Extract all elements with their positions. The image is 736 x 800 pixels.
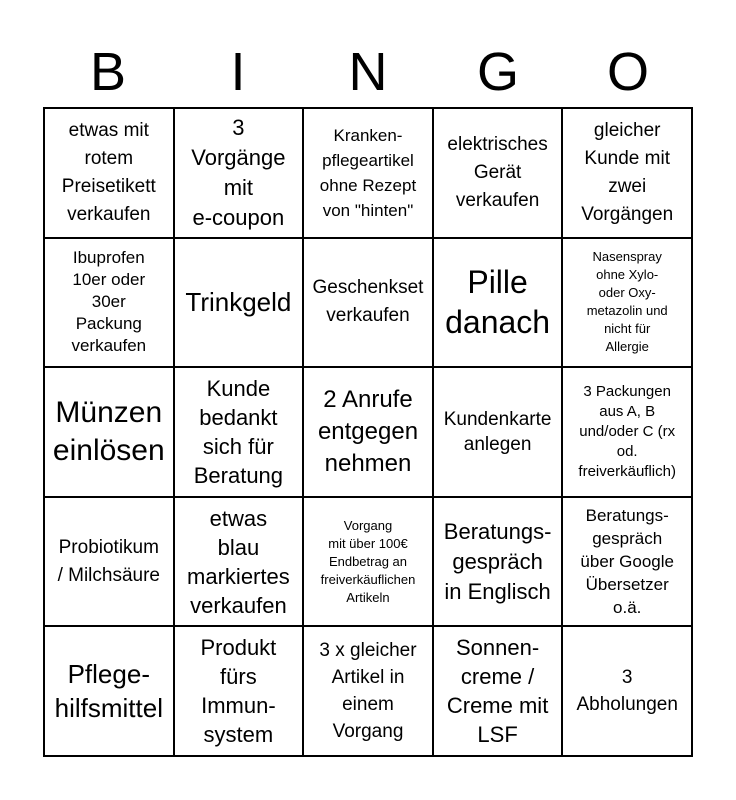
bingo-cell[interactable] (433, 108, 563, 238)
bingo-cell[interactable] (303, 367, 433, 497)
bingo-cell[interactable] (562, 238, 692, 368)
bingo-cell[interactable] (433, 497, 563, 627)
header-letter-n: N (348, 42, 388, 102)
bingo-cell[interactable] (174, 367, 304, 497)
bingo-header (43, 40, 693, 104)
cell-text: 3 Abholungen (576, 667, 678, 716)
header-letter-g: G (476, 42, 519, 102)
cell-text: Pflege- hilfsmittel (54, 659, 163, 724)
cell-text: Kunde bedankt sich für Beratung (193, 375, 284, 488)
bingo-cell[interactable] (44, 367, 174, 497)
bingo-cell[interactable] (433, 238, 563, 368)
bingo-cell[interactable] (44, 497, 174, 627)
bingo-cell[interactable] (303, 238, 433, 368)
header-letter-i: I (230, 42, 246, 102)
bingo-grid (43, 107, 693, 757)
cell-text: Geschenkset verkaufen (312, 277, 424, 327)
bingo-cell[interactable] (433, 367, 563, 497)
cell-text: 3 Packungen aus A, B und/oder C (rx od. freiverkäuflich) (578, 382, 676, 480)
cell-text: 3 Vorgänge mit e-coupon (191, 114, 286, 230)
bingo-cell[interactable] (562, 626, 692, 756)
cell-text: Beratungs- gespräch in Englisch (443, 518, 552, 604)
bingo-cell[interactable] (562, 108, 692, 238)
bingo-cell[interactable] (433, 626, 563, 756)
cell-text: elektrisches Gerät verkaufen (447, 133, 548, 211)
cell-text: Probiotikum / Milchsäure (57, 536, 160, 586)
cell-text: Beratungs- gespräch über Google Übersetzer o.ä. (580, 506, 674, 618)
bingo-cell[interactable] (44, 238, 174, 368)
bingo-cell[interactable] (174, 497, 304, 627)
cell-text: gleicher Kunde mit zwei Vorgängen (581, 119, 674, 225)
bingo-cell[interactable] (44, 108, 174, 238)
cell-text: Pille danach (445, 264, 551, 341)
cell-text: Kranken- pflegeartikel ohne Rezept von "hinten" (319, 125, 417, 220)
bingo-cell[interactable] (303, 108, 433, 238)
cell-text: Nasenspray ohne Xylo- oder Oxy- metazolin und nicht für Allergie (586, 249, 668, 355)
header-letter-o: O (606, 42, 649, 102)
cell-text: Kundenkarte anlegen (443, 408, 552, 455)
header-letter-b: B (89, 42, 127, 102)
cell-text: Trinkgeld (185, 287, 292, 318)
bingo-cell[interactable] (303, 626, 433, 756)
bingo-cell[interactable] (174, 238, 304, 368)
cell-text: Sonnen- creme / Creme mit LSF (446, 635, 549, 748)
cell-text: etwas blau markiertes verkaufen (187, 505, 290, 618)
cell-text: etwas mit rotem Preisetikett verkaufen (61, 119, 156, 225)
bingo-cell[interactable] (303, 497, 433, 627)
bingo-cell[interactable] (44, 626, 174, 756)
cell-text: Münzen einlösen (52, 395, 165, 467)
bingo-cell[interactable] (174, 626, 304, 756)
cell-text: Vorgang mit über 100€ Endbetrag an freiverkäuflichen Artikeln (320, 517, 416, 605)
cell-text: 3 x gleicher Artikel in einem Vorgang (319, 640, 417, 743)
cell-text: Produkt fürs Immun- system (200, 635, 277, 748)
cell-text: Ibuprofen 10er oder 30er Packung verkaufen (71, 248, 147, 356)
bingo-cell[interactable] (562, 367, 692, 497)
bingo-cell[interactable] (562, 497, 692, 627)
bingo-cell[interactable] (174, 108, 304, 238)
cell-text: 2 Anrufe entgegen nehmen (317, 385, 419, 477)
